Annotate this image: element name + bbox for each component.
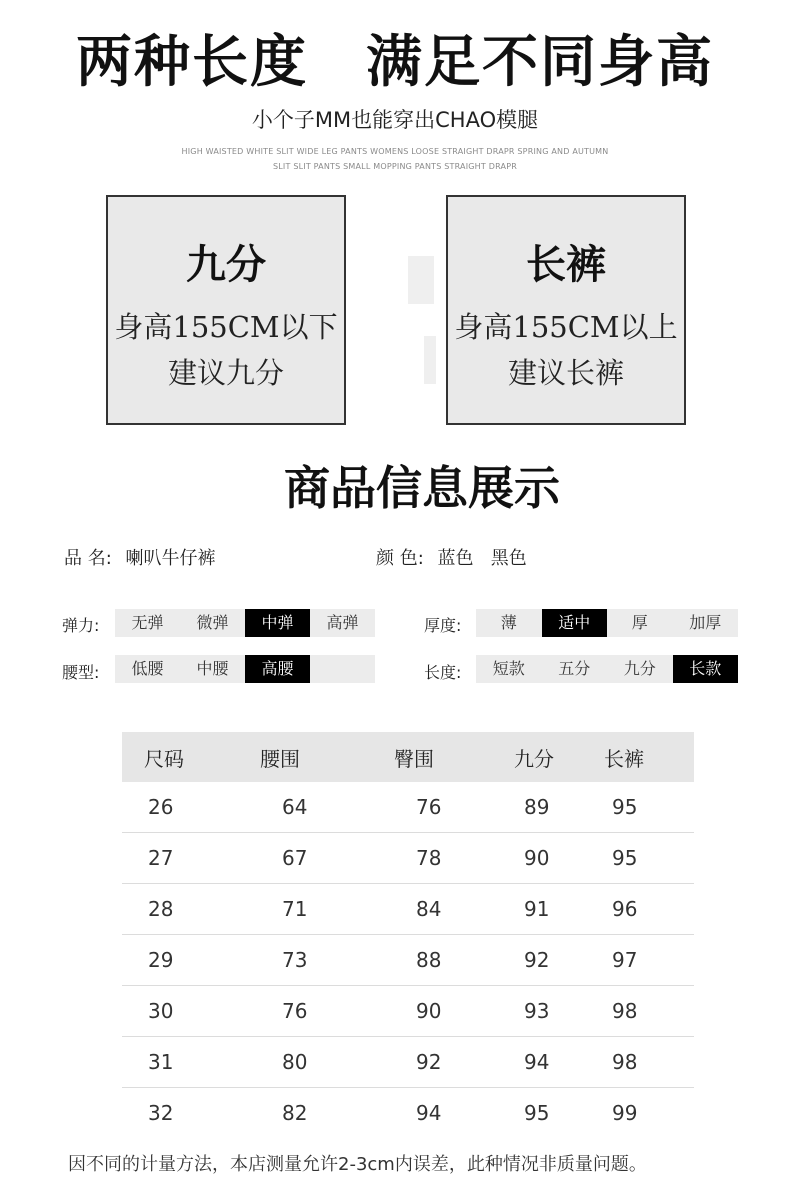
length-box-long [446, 195, 686, 425]
cell-hip: 94 [416, 1101, 442, 1125]
length-box-line: 建议九分 [167, 356, 284, 390]
cell-ninth: 89 [514, 782, 604, 833]
cell-waist: 67 [260, 833, 394, 884]
waist-label: 腰型: [62, 663, 100, 682]
length-box-line: 身高155CM以下 [114, 310, 338, 344]
length-option: 五分 [558, 659, 591, 678]
product-color [376, 544, 527, 570]
page-headline [0, 18, 790, 98]
cell-ninth: 91 [514, 884, 604, 935]
length-box-title: 长裤 [526, 242, 606, 288]
headline-left: 两种长度 [76, 29, 308, 95]
cell-size: 29 [122, 935, 260, 986]
thickness-option: 薄 [500, 613, 517, 632]
thickness-options [476, 609, 738, 637]
length-box-title: 九分 [186, 242, 266, 288]
table-row [122, 935, 694, 986]
cell-hip: 88 [394, 935, 514, 986]
header-waist: 腰围 [260, 732, 394, 782]
measurement-note: 因不同的计量方法，本店测量允许2-3cm内误差，此种情况非质量问题。 [68, 1154, 647, 1175]
cell-long: 95 [604, 782, 694, 833]
elasticity-label: 弹力: [62, 616, 100, 635]
thickness-option: 加厚 [689, 613, 722, 632]
length-option: 九分 [623, 659, 656, 678]
length-option-selected: 长款 [673, 655, 739, 683]
cell-hip: 78 [394, 833, 514, 884]
header-ninth: 九分 [514, 732, 604, 782]
elasticity-option: 无弹 [131, 613, 164, 632]
cell-ninth: 94 [514, 1037, 604, 1088]
decor-block [424, 336, 436, 384]
length-label: 长度: [424, 663, 462, 682]
cell-long: 96 [604, 884, 694, 935]
cell-size: 28 [122, 884, 260, 935]
cell-ninth: 92 [514, 935, 604, 986]
cell-size: 27 [122, 833, 260, 884]
cell-waist: 80 [260, 1037, 394, 1088]
cell-hip: 90 [394, 986, 514, 1037]
cell-hip: 76 [394, 782, 514, 833]
cell-waist: 82 [282, 1101, 308, 1125]
cell-long: 98 [604, 1037, 694, 1088]
cell-waist: 64 [260, 782, 394, 833]
cell-waist: 73 [260, 935, 394, 986]
cell-waist: 71 [260, 884, 394, 935]
english-tagline-1: HIGH WAISTED WHITE SLIT WIDE LEG PANTS WOMENS LOOSE STRAIGHT DRAPR SPRING AND AUTUMN [181, 147, 609, 156]
cell-long: 95 [604, 833, 694, 884]
cell-waist: 76 [260, 986, 394, 1037]
product-name-value: 喇叭牛仔裤 [125, 548, 216, 569]
cell-hip: 84 [394, 884, 514, 935]
cell-ninth: 90 [514, 833, 604, 884]
table-row [122, 1037, 694, 1088]
cell-size: 26 [122, 782, 260, 833]
waist-option-selected: 高腰 [245, 655, 310, 683]
subtitle: 小个子MM也能穿出CHAO模腿 [251, 108, 539, 132]
english-tagline-2: SLIT SLIT PANTS SMALL MOPPING PANTS STRAIGHT DRAPR [273, 162, 517, 171]
headline-right: 满足不同身高 [366, 29, 714, 95]
table-row [122, 1088, 694, 1139]
thickness-label: 厚度: [424, 616, 462, 635]
size-table-header [122, 732, 694, 782]
table-row [122, 782, 694, 833]
elasticity-option: 高弹 [326, 613, 359, 632]
waist-option: 低腰 [131, 659, 164, 678]
thickness-option: 厚 [631, 613, 648, 632]
header-hip: 臀围 [394, 732, 514, 782]
table-row [122, 986, 694, 1037]
elasticity-option-selected: 中弹 [245, 609, 310, 637]
elasticity-option: 微弹 [196, 613, 229, 632]
product-name [64, 544, 216, 570]
product-color-label: 颜 色: [376, 548, 424, 569]
cell-size: 30 [122, 986, 260, 1037]
waist-option: 中腰 [196, 659, 229, 678]
waist-options [115, 655, 375, 683]
cell-long: 99 [612, 1101, 638, 1125]
header-size: 尺码 [122, 732, 260, 782]
length-options [476, 655, 738, 683]
length-box-line: 身高155CM以上 [454, 310, 678, 344]
decor-block [408, 256, 434, 304]
cell-size: 32 [148, 1101, 174, 1125]
length-box-ninth [106, 195, 346, 425]
cell-long: 97 [604, 935, 694, 986]
section-title: 商品信息展示 [284, 461, 560, 515]
product-name-label: 品 名: [64, 548, 112, 569]
thickness-option-selected: 适中 [542, 609, 608, 637]
waist-option [310, 655, 375, 683]
header-long: 长裤 [604, 732, 694, 782]
length-option: 短款 [492, 659, 525, 678]
cell-long: 98 [604, 986, 694, 1037]
cell-ninth: 95 [524, 1101, 550, 1125]
table-row [122, 884, 694, 935]
cell-hip: 92 [394, 1037, 514, 1088]
cell-ninth: 93 [514, 986, 604, 1037]
table-row [122, 833, 694, 884]
cell-size: 31 [122, 1037, 260, 1088]
elasticity-options [115, 609, 375, 637]
product-color-value: 蓝色 黑色 [437, 548, 527, 569]
length-box-line: 建议长裤 [507, 356, 624, 390]
size-table [122, 732, 694, 1138]
